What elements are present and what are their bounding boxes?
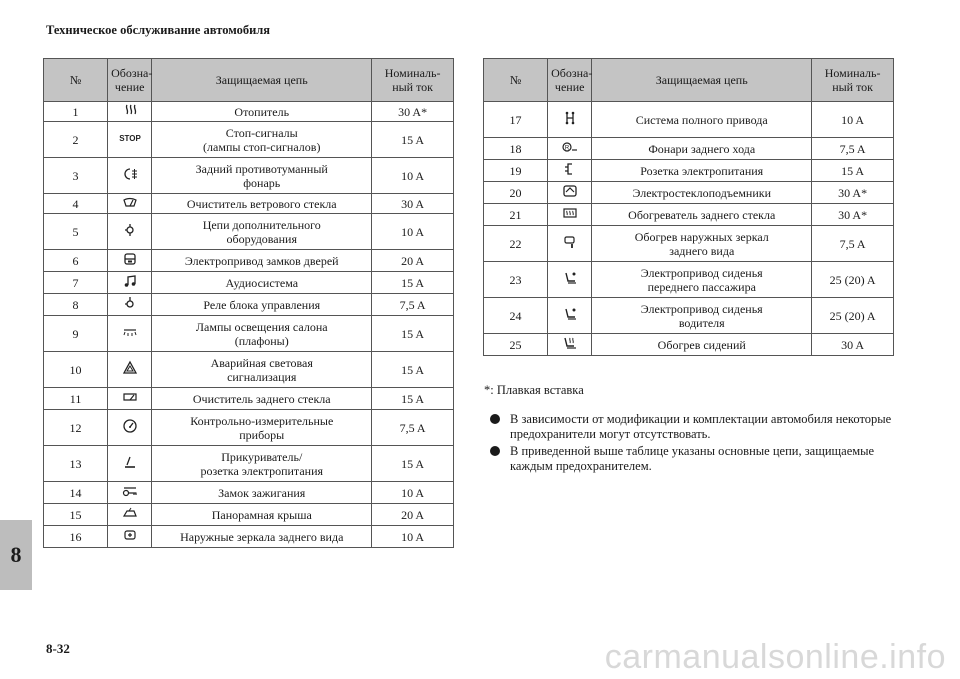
note-item (490, 444, 910, 474)
protected-circuit: Очиститель заднего стекла (152, 388, 372, 410)
rated-current: 10 A (372, 214, 454, 250)
protected-circuit: Электропривод сиденья переднего пассажира (592, 262, 812, 298)
fuse-number: 14 (44, 482, 108, 504)
fuse-symbol (108, 294, 152, 316)
protected-circuit: Контрольно-измерительные приборы (152, 410, 372, 446)
fuse-symbol (548, 204, 592, 226)
fuse-number: 10 (44, 352, 108, 388)
fuse-symbol (108, 388, 152, 410)
col-header-symbol: Обозна- чение (108, 59, 152, 102)
fuse-number: 11 (44, 388, 108, 410)
fuse-number: 9 (44, 316, 108, 352)
table-row (484, 262, 894, 298)
fuse-number: 3 (44, 158, 108, 194)
svg-text:STOP: STOP (118, 134, 141, 143)
table-row (44, 316, 454, 352)
fuse-symbol (108, 504, 152, 526)
fuse-number: 17 (484, 102, 548, 138)
table-row (44, 446, 454, 482)
fuse-symbol (548, 262, 592, 298)
table-row (44, 526, 454, 548)
rated-current: 25 (20) A (812, 298, 894, 334)
fuse-number: 4 (44, 194, 108, 214)
fuse-number: 25 (484, 334, 548, 356)
fuse-number: 12 (44, 410, 108, 446)
protected-circuit: Обогрев сидений (592, 334, 812, 356)
col-header-rating: Номиналь- ный ток (372, 59, 454, 102)
heater-icon (122, 102, 138, 121)
rated-current: 10 A (372, 482, 454, 504)
rear-fog-icon (122, 166, 138, 185)
table-row (44, 272, 454, 294)
meter-icon (122, 418, 138, 437)
table-row (44, 504, 454, 526)
protected-circuit: Прикуриватель/ розетка электропитания (152, 446, 372, 482)
fuse-number: 8 (44, 294, 108, 316)
protected-circuit: Задний противотуманный фонарь (152, 158, 372, 194)
outside-mirror-icon (122, 527, 138, 546)
fuse-table-right (483, 58, 894, 356)
table-row (484, 102, 894, 138)
protected-circuit: Цепи дополнительного оборудования (152, 214, 372, 250)
audio-icon (122, 273, 138, 292)
fuse-number: 6 (44, 250, 108, 272)
protected-circuit: Система полного привода (592, 102, 812, 138)
rear-defogger-icon (562, 205, 578, 224)
fuse-number: 16 (44, 526, 108, 548)
windshield-wiper-icon (122, 194, 138, 213)
rated-current: 7,5 A (372, 410, 454, 446)
table-row (484, 226, 894, 262)
driver-seat-icon (562, 306, 578, 325)
protected-circuit: Аудиосистема (152, 272, 372, 294)
table-header-row (484, 59, 894, 102)
rated-current: 30 A* (812, 182, 894, 204)
room-lamp-icon (122, 324, 138, 343)
col-header-rating: Номиналь- ный ток (812, 59, 894, 102)
door-lock-icon (122, 251, 138, 270)
rated-current: 7,5 A (812, 138, 894, 160)
rear-wiper-icon (122, 389, 138, 408)
table-row (484, 138, 894, 160)
fuse-symbol (108, 122, 152, 158)
rated-current: 30 A* (372, 102, 454, 122)
protected-circuit: Обогрев наружных зеркал заднего вида (592, 226, 812, 262)
fuse-symbol (108, 526, 152, 548)
fuse-number: 13 (44, 446, 108, 482)
fuse-symbol (548, 102, 592, 138)
fuse-number: 20 (484, 182, 548, 204)
back-up-lamp-icon (562, 139, 578, 158)
rated-current: 30 A (372, 194, 454, 214)
mirror-heater-icon (562, 234, 578, 253)
notes-list (490, 412, 910, 476)
fuse-number: 19 (484, 160, 548, 182)
table-row (44, 102, 454, 122)
fuse-symbol (108, 352, 152, 388)
watermark: carmanualsonline.info (604, 638, 946, 676)
table-row (44, 352, 454, 388)
fuse-symbol (108, 316, 152, 352)
bullet-icon (490, 446, 500, 456)
col-header-circuit: Защищаемая цепь (152, 59, 372, 102)
protected-circuit: Реле блока управления (152, 294, 372, 316)
table-row (44, 194, 454, 214)
protected-circuit: Лампы освещения салона (плафоны) (152, 316, 372, 352)
rated-current: 15 A (372, 446, 454, 482)
table-row (484, 160, 894, 182)
table-header-row (44, 59, 454, 102)
seat-heater-icon (562, 335, 578, 354)
table-row (44, 410, 454, 446)
rated-current: 20 A (372, 504, 454, 526)
rated-current: 7,5 A (372, 294, 454, 316)
section-tab: 8 (0, 520, 32, 590)
fuse-table-left (43, 58, 454, 548)
rated-current: 15 A (812, 160, 894, 182)
footnote: *: Плавкая вставка (484, 383, 584, 397)
table-row (484, 334, 894, 356)
bullet-icon (490, 414, 500, 424)
fuse-symbol (108, 272, 152, 294)
rated-current: 30 A (812, 334, 894, 356)
relay-icon (122, 295, 138, 314)
stop-icon (118, 130, 141, 149)
fuse-number: 5 (44, 214, 108, 250)
fuse-number: 24 (484, 298, 548, 334)
table-row (44, 214, 454, 250)
rated-current: 15 A (372, 272, 454, 294)
fuse-number: 21 (484, 204, 548, 226)
rated-current: 25 (20) A (812, 262, 894, 298)
fuse-number: 1 (44, 102, 108, 122)
sunroof-icon (122, 505, 138, 524)
fuse-symbol (548, 138, 592, 160)
svg-text:R: R (564, 145, 569, 152)
protected-circuit: Электростеклоподъемники (592, 182, 812, 204)
page-header: Техническое обслуживание автомобиля (46, 23, 271, 37)
rated-current: 15 A (372, 352, 454, 388)
col-header-circuit: Защищаемая цепь (592, 59, 812, 102)
note-text: В приведенной выше таблице указаны основные цепи, защищаемые каждым предохранителем. (510, 444, 875, 473)
fuse-symbol (108, 446, 152, 482)
protected-circuit: Наружные зеркала заднего вида (152, 526, 372, 548)
protected-circuit: Аварийная световая сигнализация (152, 352, 372, 388)
note-text: В зависимости от модификации и комплектации автомобиля некоторые предохранители могут отсутствовать. (510, 412, 892, 441)
table-row (44, 294, 454, 316)
fuse-number: 7 (44, 272, 108, 294)
table-row (44, 158, 454, 194)
fuse-symbol (108, 194, 152, 214)
protected-circuit: Замок зажигания (152, 482, 372, 504)
rated-current: 30 A* (812, 204, 894, 226)
protected-circuit: Электропривод сиденья водителя (592, 298, 812, 334)
rated-current: 10 A (812, 102, 894, 138)
col-header-symbol: Обозна- чение (548, 59, 592, 102)
protected-circuit: Отопитель (152, 102, 372, 122)
fuse-symbol (108, 102, 152, 122)
rated-current: 7,5 A (812, 226, 894, 262)
protected-circuit: Обогреватель заднего стекла (592, 204, 812, 226)
fuse-number: 23 (484, 262, 548, 298)
fuse-number: 15 (44, 504, 108, 526)
fuse-symbol (548, 160, 592, 182)
rated-current: 10 A (372, 158, 454, 194)
hazard-icon (122, 360, 138, 379)
page-number: 8-32 (46, 641, 70, 656)
protected-circuit: Розетка электропитания (592, 160, 812, 182)
fuse-number: 22 (484, 226, 548, 262)
table-row (484, 182, 894, 204)
fuse-number: 18 (484, 138, 548, 160)
fuse-symbol (548, 298, 592, 334)
table-row (44, 250, 454, 272)
table-row (44, 482, 454, 504)
table-row (484, 204, 894, 226)
rated-current: 20 A (372, 250, 454, 272)
fuse-symbol (108, 158, 152, 194)
table-row (484, 298, 894, 334)
col-header-num: № (44, 59, 108, 102)
passenger-seat-icon (562, 270, 578, 289)
rated-current: 15 A (372, 122, 454, 158)
accessory-icon (122, 222, 138, 241)
ignition-key-icon (122, 483, 138, 502)
fuse-symbol (548, 226, 592, 262)
power-socket-icon (562, 161, 578, 180)
protected-circuit: Фонари заднего хода (592, 138, 812, 160)
table-row (44, 122, 454, 158)
fuse-symbol (108, 214, 152, 250)
fuse-symbol (108, 482, 152, 504)
rated-current: 15 A (372, 316, 454, 352)
protected-circuit: Стоп-сигналы (лампы стоп-сигналов) (152, 122, 372, 158)
protected-circuit: Панорамная крыша (152, 504, 372, 526)
fuse-symbol (108, 250, 152, 272)
fuse-number: 2 (44, 122, 108, 158)
rated-current: 15 A (372, 388, 454, 410)
fuse-symbol (548, 182, 592, 204)
fuse-symbol (548, 334, 592, 356)
power-window-icon (562, 183, 578, 202)
cigarette-lighter-icon (122, 454, 138, 473)
note-item (490, 412, 910, 442)
awd-icon (562, 110, 578, 129)
rated-current: 10 A (372, 526, 454, 548)
protected-circuit: Очиститель ветрового стекла (152, 194, 372, 214)
protected-circuit: Электропривод замков дверей (152, 250, 372, 272)
col-header-num: № (484, 59, 548, 102)
table-row (44, 388, 454, 410)
fuse-symbol (108, 410, 152, 446)
